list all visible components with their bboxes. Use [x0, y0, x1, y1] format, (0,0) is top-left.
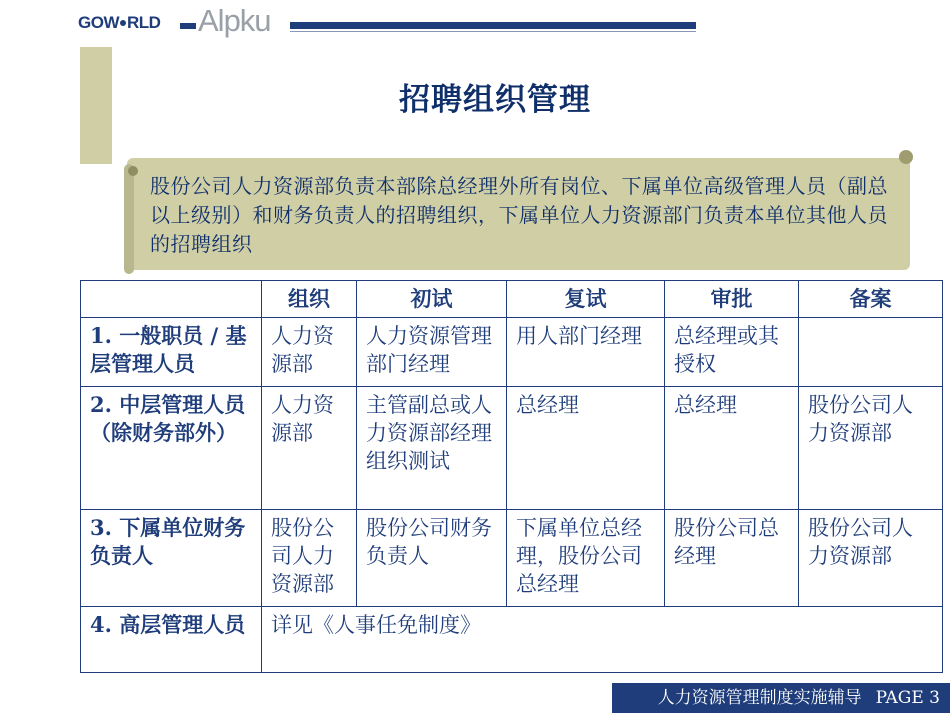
logo-goworld [78, 10, 178, 36]
header-cell-blank [81, 281, 262, 318]
scroll-curl-left [124, 164, 134, 274]
recruitment-table [80, 280, 943, 673]
logo-gow-right: RLD [127, 13, 161, 32]
table-cell: 用人部门经理 [507, 318, 665, 387]
scroll-curl-right [899, 150, 913, 164]
table-cell [799, 318, 943, 387]
table-cell: 总经理或其授权 [665, 318, 799, 387]
logo-dot-icon [120, 20, 126, 26]
header-cell-organize: 组织 [262, 281, 357, 318]
table-cell: 股份公司人力资源部 [262, 510, 357, 607]
table-row [81, 607, 943, 673]
table-cell: 下属单位总经理，股份公司总经理 [507, 510, 665, 607]
page-title: 招聘组织管理 [399, 82, 591, 118]
table-cell: 股份公司人力资源部 [799, 510, 943, 607]
table-cell: 股份公司总经理 [665, 510, 799, 607]
header-cell-filing: 备案 [799, 281, 943, 318]
table-cell: 总经理 [665, 387, 799, 510]
table-cell: 总经理 [507, 387, 665, 510]
footer-text: 人力资源管理制度实施辅导 [657, 688, 862, 708]
summary-text: 股份公司人力资源部负责本部除总经理外所有岗位、下属单位高级管理人员（副总以上级别）和财务负责人的招聘组织，下属单位人力资源部门负责本单位其他人员的招聘组织 [150, 174, 888, 256]
table-cell: 股份公司财务负责人 [357, 510, 507, 607]
header-cell-first-interview: 初试 [357, 281, 507, 318]
table-cell-merged: 详见《人事任免制度》 [262, 607, 943, 673]
header-cell-second-interview: 复试 [507, 281, 665, 318]
page-number: PAGE 3 [875, 688, 940, 708]
table-cell: 人力资源部 [262, 387, 357, 510]
table-row [81, 387, 943, 510]
row-label: 1. 一般职员 / 基层管理人员 [81, 318, 262, 387]
row-label: 3. 下属单位财务负责人 [81, 510, 262, 607]
table-cell: 人力资源管理部门经理 [357, 318, 507, 387]
scroll-curl-left-knob [128, 166, 138, 176]
table-cell: 股份公司人力资源部 [799, 387, 943, 510]
logo-gow-left: GOW [78, 13, 119, 32]
table-row [81, 318, 943, 387]
logo-alpku: Alpku [198, 3, 271, 38]
row-label: 2. 中层管理人员（除财务部外） [81, 387, 262, 510]
table-cell: 主管副总或人力资源部经理组织测试 [357, 387, 507, 510]
header-rule [290, 22, 696, 29]
header-cell-approval: 审批 [665, 281, 799, 318]
table-row [81, 510, 943, 607]
table-header-row [81, 281, 943, 318]
table-cell: 人力资源部 [262, 318, 357, 387]
footer-bar [612, 683, 950, 713]
logo-separator [180, 23, 196, 29]
row-label: 4. 高层管理人员 [81, 607, 262, 673]
header-rule-thin [290, 31, 696, 32]
